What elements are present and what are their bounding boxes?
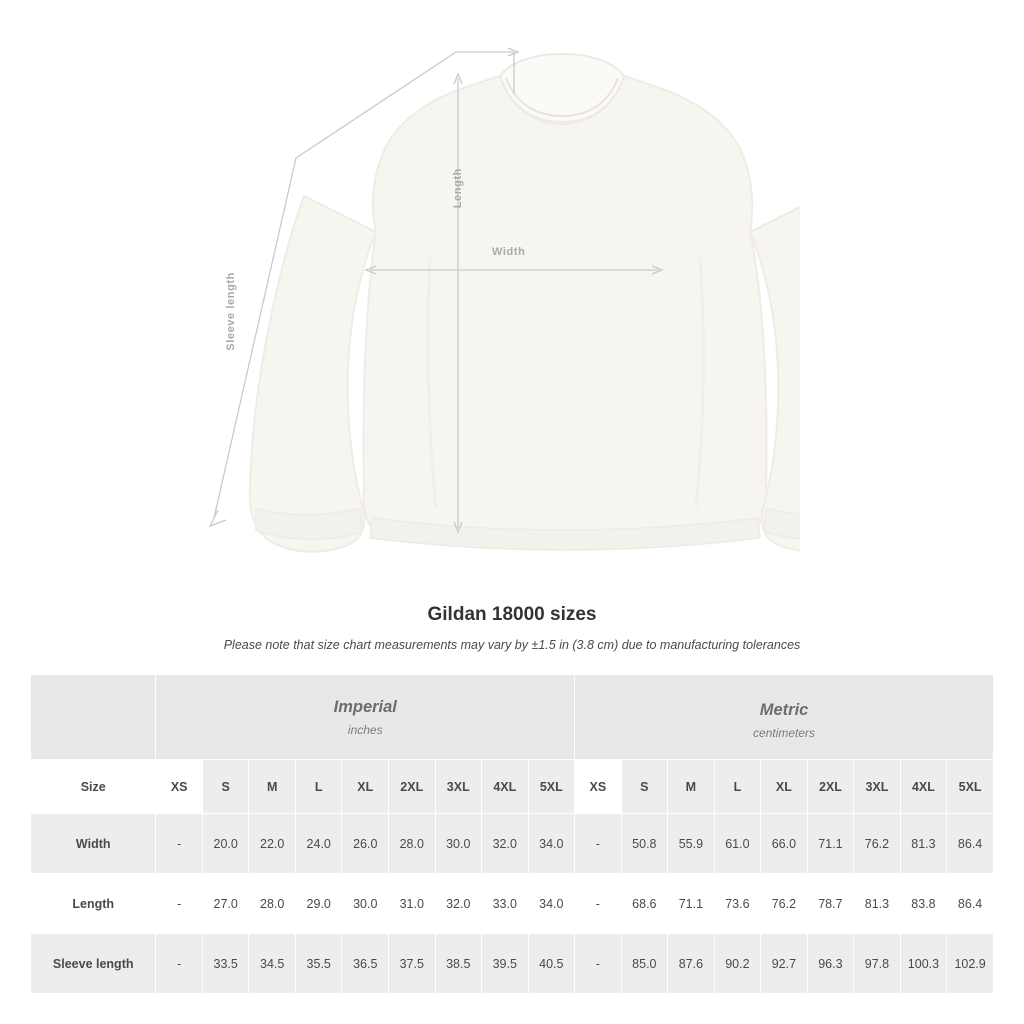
cell-sleeve-metric-4xl: 100.3 xyxy=(900,934,947,994)
cell-width-metric-s: 50.8 xyxy=(621,814,668,874)
size-chart-table-wrap xyxy=(30,674,994,994)
size-header-metric-l: L xyxy=(714,760,761,814)
size-header-label: Size xyxy=(31,760,156,814)
cell-sleeve-imperial-xs: - xyxy=(156,934,203,994)
cell-length-imperial-xs: - xyxy=(156,874,203,934)
cell-sleeve-metric-l: 90.2 xyxy=(714,934,761,994)
garment-figure xyxy=(180,18,800,568)
size-header-imperial-4xl: 4XL xyxy=(482,760,529,814)
tolerance-note: Please note that size chart measurements may vary by ±1.5 in (3.8 cm) due to manufacturing tolerances xyxy=(223,638,801,652)
system-header-spacer xyxy=(31,675,156,760)
size-header-metric-xl: XL xyxy=(761,760,808,814)
cell-sleeve-imperial-4xl: 39.5 xyxy=(482,934,529,994)
cell-length-metric-xs: - xyxy=(575,874,622,934)
cell-width-imperial-xs: - xyxy=(156,814,203,874)
width-measure-label: Width xyxy=(492,246,526,258)
cell-width-metric-xl: 66.0 xyxy=(761,814,808,874)
cell-sleeve-imperial-xl: 36.5 xyxy=(342,934,389,994)
cell-width-metric-5xl: 86.4 xyxy=(947,814,994,874)
cell-length-imperial-4xl: 33.0 xyxy=(482,874,529,934)
cell-length-imperial-2xl: 31.0 xyxy=(389,874,436,934)
cell-length-imperial-xl: 30.0 xyxy=(342,874,389,934)
cell-width-metric-2xl: 71.1 xyxy=(807,814,854,874)
cell-length-metric-5xl: 86.4 xyxy=(947,874,994,934)
cell-width-imperial-xl: 26.0 xyxy=(342,814,389,874)
page-title: Gildan 18000 sizes xyxy=(427,604,597,625)
cell-length-metric-xl: 76.2 xyxy=(761,874,808,934)
length-measure-label: Length xyxy=(452,168,464,209)
system-name-metric: Metric xyxy=(759,700,809,719)
cell-length-metric-l: 73.6 xyxy=(714,874,761,934)
row-label-width: Width xyxy=(31,814,156,874)
cell-width-imperial-m: 22.0 xyxy=(249,814,296,874)
cell-length-imperial-s: 27.0 xyxy=(202,874,249,934)
table-row xyxy=(31,934,994,994)
cell-length-metric-3xl: 81.3 xyxy=(854,874,901,934)
cell-sleeve-metric-xl: 92.7 xyxy=(761,934,808,994)
cell-width-imperial-2xl: 28.0 xyxy=(389,814,436,874)
size-header-imperial-xs: XS xyxy=(156,760,203,814)
cell-length-imperial-m: 28.0 xyxy=(249,874,296,934)
system-header-metric xyxy=(575,675,994,760)
cell-width-imperial-5xl: 34.0 xyxy=(528,814,575,874)
sleeve-length-measure-label: Sleeve length xyxy=(225,272,237,351)
row-label-sleeve-length: Sleeve length xyxy=(31,934,156,994)
cell-width-metric-l: 61.0 xyxy=(714,814,761,874)
size-header-imperial-5xl: 5XL xyxy=(528,760,575,814)
size-header-metric-3xl: 3XL xyxy=(854,760,901,814)
cell-width-metric-xs: - xyxy=(575,814,622,874)
system-name-imperial: Imperial xyxy=(333,697,397,716)
size-chart-table xyxy=(30,674,994,994)
size-header-metric-5xl: 5XL xyxy=(947,760,994,814)
cell-sleeve-imperial-3xl: 38.5 xyxy=(435,934,482,994)
cell-width-imperial-s: 20.0 xyxy=(202,814,249,874)
cell-length-imperial-3xl: 32.0 xyxy=(435,874,482,934)
cell-length-metric-m: 71.1 xyxy=(668,874,715,934)
cell-width-metric-3xl: 76.2 xyxy=(854,814,901,874)
cell-length-imperial-5xl: 34.0 xyxy=(528,874,575,934)
size-header-imperial-xl: XL xyxy=(342,760,389,814)
cell-length-metric-2xl: 78.7 xyxy=(807,874,854,934)
size-header-imperial-m: M xyxy=(249,760,296,814)
cell-sleeve-metric-m: 87.6 xyxy=(668,934,715,994)
system-unit-metric: centimeters xyxy=(753,725,816,740)
table-row xyxy=(31,874,994,934)
cell-sleeve-imperial-5xl: 40.5 xyxy=(528,934,575,994)
size-header-metric-2xl: 2XL xyxy=(807,760,854,814)
cell-sleeve-imperial-m: 34.5 xyxy=(249,934,296,994)
cell-width-imperial-l: 24.0 xyxy=(295,814,342,874)
cell-sleeve-imperial-s: 33.5 xyxy=(202,934,249,994)
cell-sleeve-imperial-l: 35.5 xyxy=(295,934,342,994)
system-header-row xyxy=(31,675,994,760)
cell-width-imperial-4xl: 32.0 xyxy=(482,814,529,874)
table-row xyxy=(31,814,994,874)
sweatshirt-graphic xyxy=(180,18,800,568)
size-header-metric-xs: XS xyxy=(575,760,622,814)
system-header-imperial xyxy=(156,675,575,760)
cell-length-metric-4xl: 83.8 xyxy=(900,874,947,934)
system-unit-imperial: inches xyxy=(347,722,383,737)
size-header-metric-s: S xyxy=(621,760,668,814)
size-header-row xyxy=(31,760,994,814)
size-header-imperial-s: S xyxy=(202,760,249,814)
cell-length-metric-s: 68.6 xyxy=(621,874,668,934)
cell-sleeve-metric-2xl: 96.3 xyxy=(807,934,854,994)
cell-sleeve-metric-s: 85.0 xyxy=(621,934,668,994)
size-header-metric-m: M xyxy=(668,760,715,814)
row-label-length: Length xyxy=(31,874,156,934)
cell-sleeve-metric-3xl: 97.8 xyxy=(854,934,901,994)
title-block xyxy=(0,604,1024,652)
size-header-metric-4xl: 4XL xyxy=(900,760,947,814)
cell-width-imperial-3xl: 30.0 xyxy=(435,814,482,874)
cell-length-imperial-l: 29.0 xyxy=(295,874,342,934)
cell-width-metric-m: 55.9 xyxy=(668,814,715,874)
cell-sleeve-imperial-2xl: 37.5 xyxy=(389,934,436,994)
size-header-imperial-2xl: 2XL xyxy=(389,760,436,814)
cell-sleeve-metric-5xl: 102.9 xyxy=(947,934,994,994)
size-header-imperial-l: L xyxy=(295,760,342,814)
size-header-imperial-3xl: 3XL xyxy=(435,760,482,814)
cell-sleeve-metric-xs: - xyxy=(575,934,622,994)
cell-width-metric-4xl: 81.3 xyxy=(900,814,947,874)
